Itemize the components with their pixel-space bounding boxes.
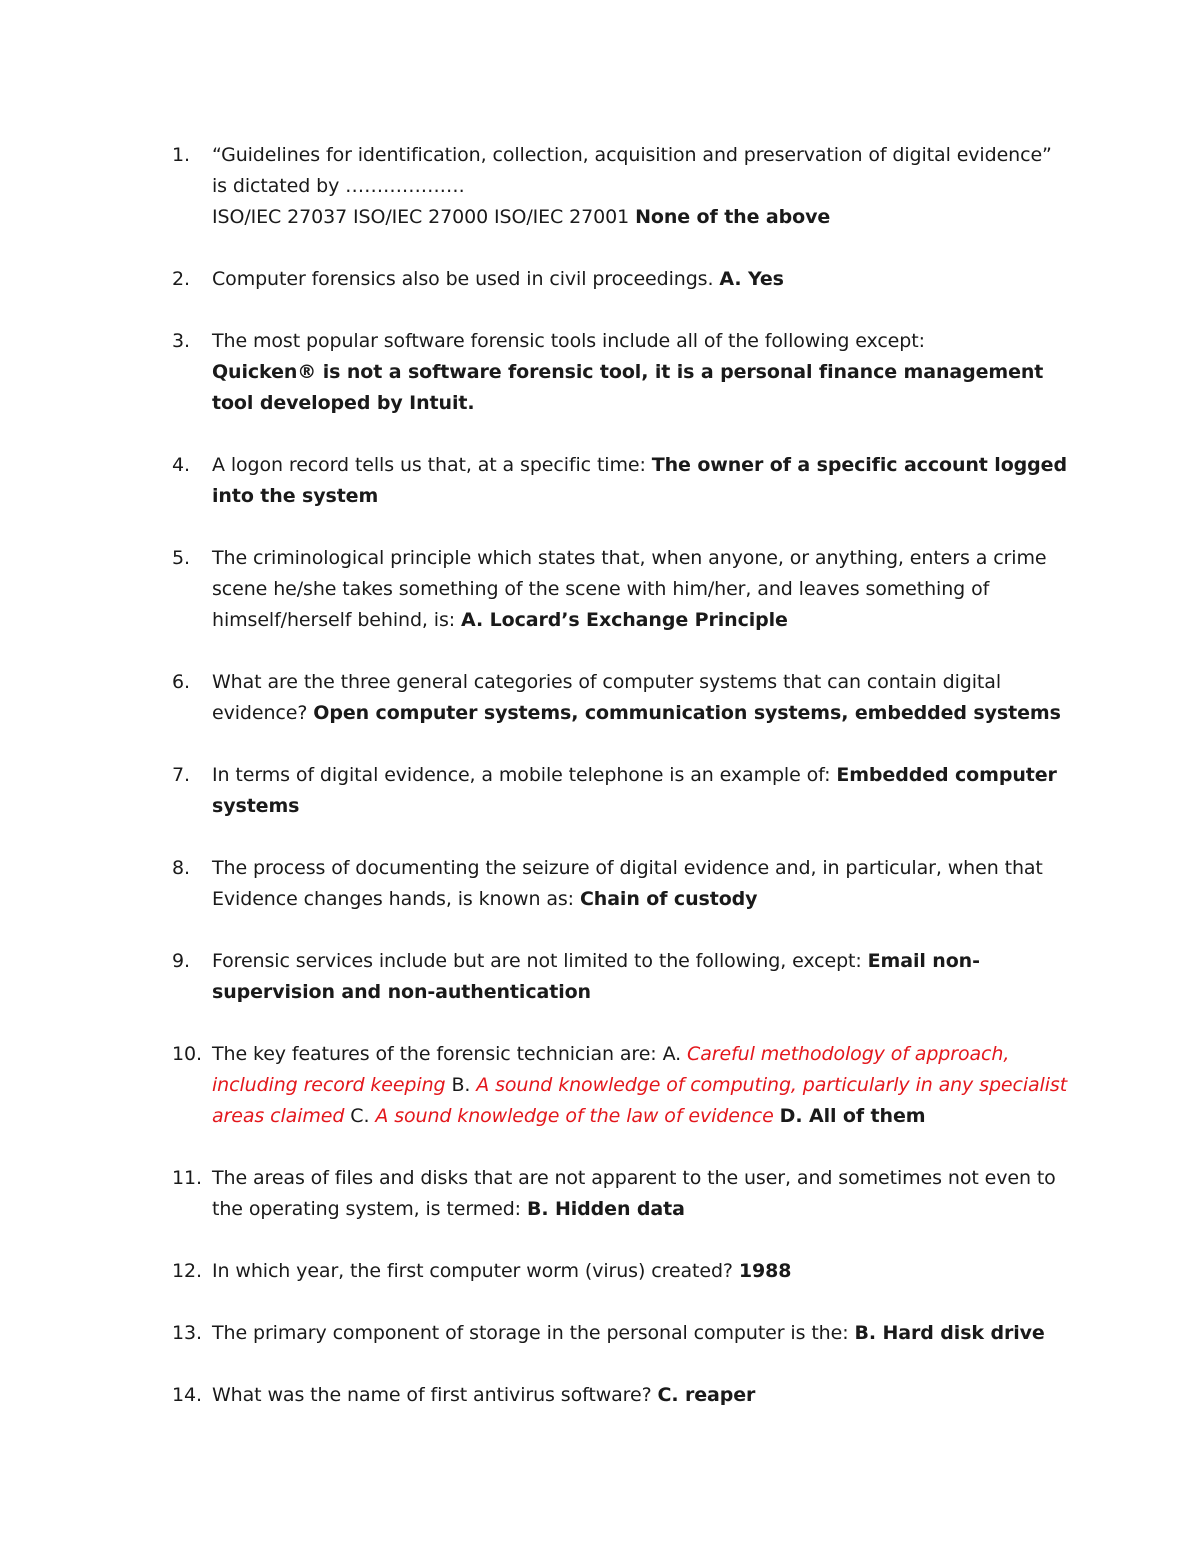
question-item-11 [172,1163,1072,1225]
answer-text: A. Locard’s Exchange Principle [461,609,788,631]
answer-text: None of the above [635,206,831,228]
question-text: The key features of the forensic technician are: [212,1043,657,1065]
question-text: “Guidelines for identification, collection, acquisition and preservation of digital evidence” is dictated by ………………. [212,144,1052,197]
answer-text: Email non-supervision and non-authentication [212,950,980,1003]
answer-text: 1988 [738,1260,792,1282]
question-text: Computer forensics also be used in civil proceedings. [212,268,714,290]
question-number: 8. [172,857,190,879]
question-text: The primary component of storage in the personal computer is the: [212,1322,849,1344]
question-text: The process of documenting the seizure of digital evidence and, in particular, when that Evidence changes hands, is known as: [212,857,1043,910]
answer-text: Chain of custody [579,888,758,910]
question-text: Forensic services include but are not limited to the following, except: [212,950,862,972]
question-number: 6. [172,671,190,693]
option-c-text: A sound knowledge of the law of evidence [375,1105,774,1127]
answer-text: B. Hidden data [526,1198,685,1220]
question-item-1 [172,140,1072,233]
answer-options: ISO/IEC 27037 ISO/IEC 27000 ISO/IEC 27001 [212,206,630,228]
question-item-7 [172,760,1072,822]
question-number: 9. [172,950,190,972]
question-text: In which year, the first computer worm (virus) created? [212,1260,733,1282]
answer-text: B. Hard disk drive [854,1322,1045,1344]
option-a-label: A. [662,1043,682,1065]
answer-text: A. Yes [719,268,784,290]
answer-text: C. reaper [657,1384,756,1406]
question-item-5 [172,543,1072,636]
question-list [172,140,1072,1442]
question-text: The criminological principle which states that, when anyone, or anything, enters a crime scene he/she takes something of the scene with him/her, and leaves something of himself/herself behind, is: [212,547,1047,631]
question-number: 3. [172,330,190,352]
question-item-14 [172,1380,1072,1411]
answer-text: Open computer systems, communication systems, embedded systems [313,702,1061,724]
question-text: A logon record tells us that, at a specific time: [212,454,646,476]
answer-text: Quicken® is not a software forensic tool, it is a personal finance management tool developed by Intuit. [212,361,1044,414]
question-text: What was the name of first antivirus software? [212,1384,652,1406]
question-text: The most popular software forensic tools include all of the following except: [212,330,925,352]
question-item-3 [172,326,1072,419]
question-item-9 [172,946,1072,1008]
question-item-10 [172,1039,1072,1132]
question-number: 7. [172,764,190,786]
option-c-label: C. [350,1105,370,1127]
question-item-4 [172,450,1072,512]
question-item-13 [172,1318,1072,1349]
answer-text: D. All of them [779,1105,926,1127]
question-number: 13. [172,1322,202,1344]
answer-text: Embedded computer systems [212,764,1057,817]
question-text: The areas of files and disks that are not apparent to the user, and sometimes not even to the operating system, is termed: [212,1167,1056,1220]
question-item-12 [172,1256,1072,1287]
question-item-6 [172,667,1072,729]
question-item-2 [172,264,1072,295]
option-a-text: Careful methodology of approach, including record keeping [212,1043,1010,1096]
question-number: 11. [172,1167,202,1189]
question-number: 4. [172,454,190,476]
option-b-text: A sound knowledge of computing, particularly in any specialist areas claimed [212,1074,1068,1127]
question-number: 10. [172,1043,202,1065]
question-text: In terms of digital evidence, a mobile telephone is an example of: [212,764,831,786]
question-number: 5. [172,547,190,569]
answer-line [212,202,1072,233]
question-text: What are the three general categories of computer systems that can contain digital evidence? [212,671,1002,724]
question-number: 2. [172,268,190,290]
option-b-label: B. [451,1074,471,1096]
question-number: 14. [172,1384,202,1406]
question-item-8 [172,853,1072,915]
question-number: 12. [172,1260,202,1282]
answer-text: The owner of a specific account logged into the system [212,454,1067,507]
question-number: 1. [172,144,190,166]
